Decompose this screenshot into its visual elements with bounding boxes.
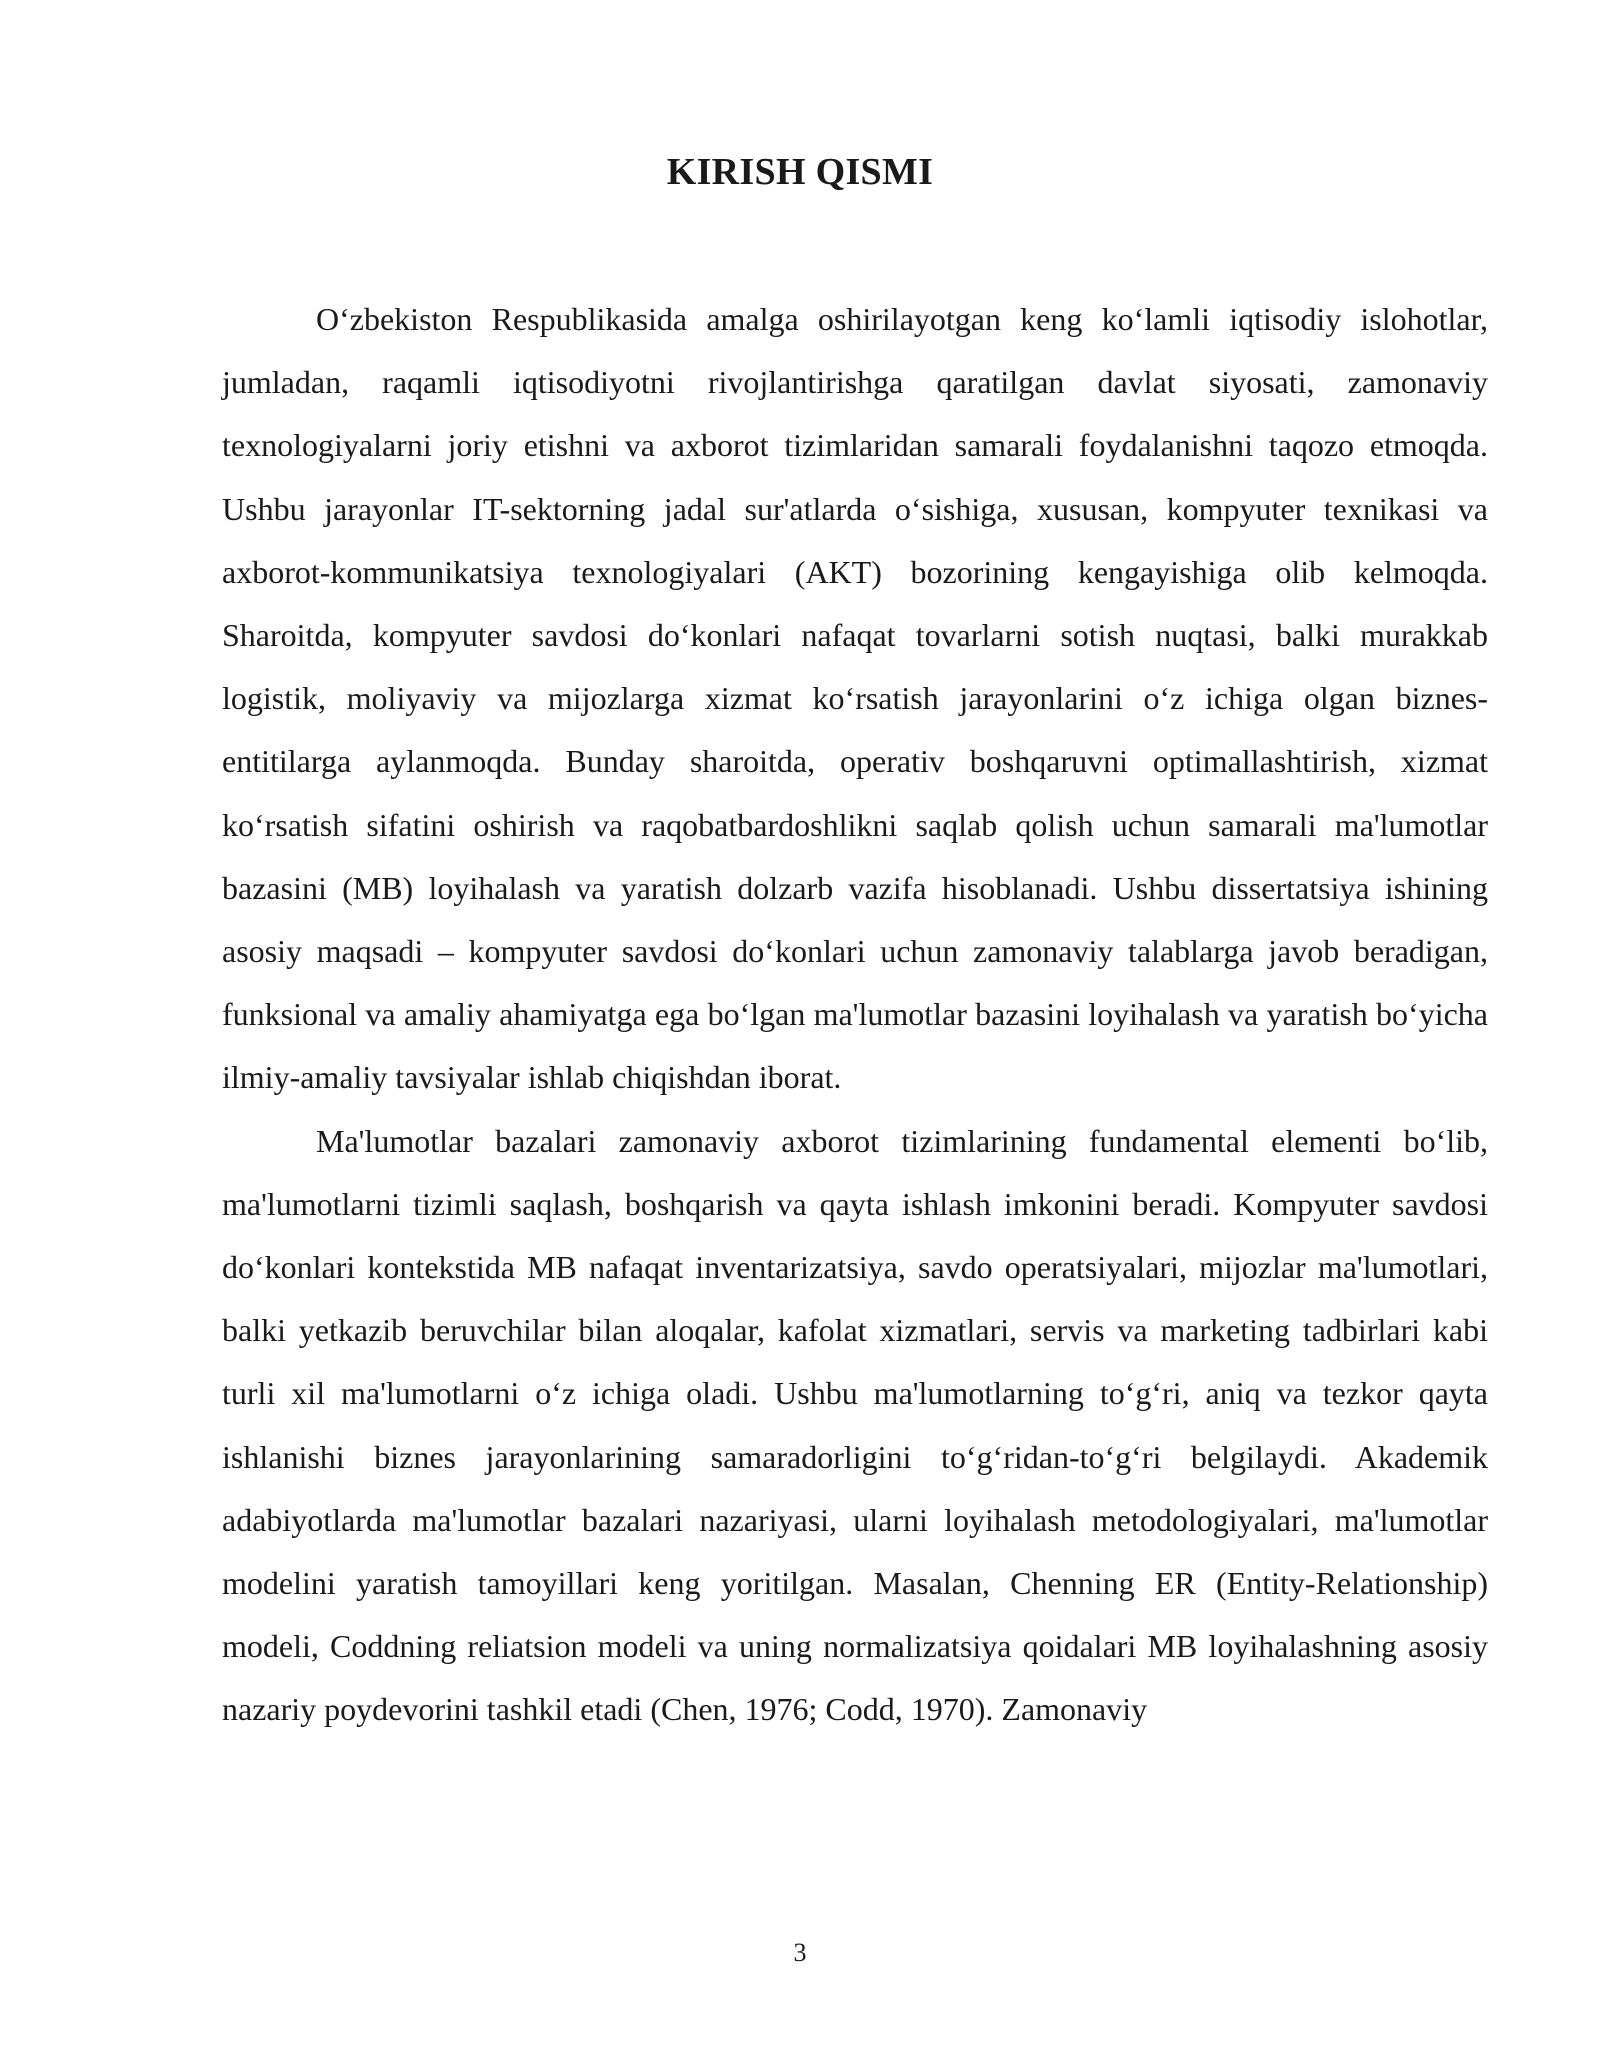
page-number: 3 [793,1938,807,1967]
paragraph-2: Ma'lumotlar bazalari zamonaviy axborot tizimlarining fundamental elementi bo‘lib, ma'lumotlarni tizimli saqlash, boshqarish va qayta ishlash imkonini beradi. Kompyuter savdosi do‘konlari kontekstida MB nafaqat inventarizatsiya, savdo operatsiyalari, mijozlar ma'lumotlari, balki yetkazib beruvchilar bilan aloqalar, kafolat xizmatlari, servis va marketing tadbirlari kabi turli xil ma'lumotlarni o‘z ichiga oladi. Ushbu ma'lumotlarning to‘g‘ri, aniq va tezkor qayta ishlanishi biznes jarayonlarining samaradorligini to‘g‘ridan-to‘g‘ri belgilaydi. Akademik adabiyotlarda ma'lumotlar bazalari nazariyasi, ularni loyihalash metodologiyalari, ma'lumotlar modelini yaratish tamoyillari keng yoritilgan. Masalan, Chenning ER (Entity-Relationship) modeli, Coddning reliatsion modeli va uning normalizatsiya qoidalari MB loyihalashning asosiy nazariy poydevorini tashkil etadi (Chen, 1976; Codd, 1970). Zamonaviy [222,1122,1488,1728]
section-heading: KIRISH QISMI [666,151,934,193]
body-text [222,288,1488,1742]
paragraph-1: O‘zbekiston Respublikasida amalga oshirilayotgan keng ko‘lamli iqtisodiy islohotlar, jumladan, raqamli iqtisodiyotni rivojlantirishga qaratilgan davlat siyosati, zamonaviy texnologiyalarni joriy etishni va axborot tizimlaridan samarali foydalanishni taqozo etmoqda. Ushbu jarayonlar IT-sektorning jadal sur'atlarda o‘sishiga, xususan, kompyuter texnikasi va axborot-kommunikatsiya texnologiyalari (AKT) bozorining kengayishiga olib kelmoqda. Sharoitda, kompyuter savdosi do‘konlari nafaqat tovarlarni sotish nuqtasi, balki murakkab logistik, moliyaviy va mijozlarga xizmat ko‘rsatish jarayonlarini o‘z ichiga olgan biznes-entitilarga aylanmoqda. Bunday sharoitda, operativ boshqaruvni optimallashtirish, xizmat ko‘rsatish sifatini oshirish va raqobatbardoshlikni saqlab qolish uchun samarali ma'lumotlar bazasini (MB) loyihalash va yaratish dolzarb vazifa hisoblanadi. Ushbu dissertatsiya ishining asosiy maqsadi – kompyuter savdosi do‘konlari uchun zamonaviy talablarga javob beradigan, funksional va amaliy ahamiyatga ega bo‘lgan ma'lumotlar bazasini loyihalash va yaratish bo‘yicha ilmiy-amaliy tavsiyalar ishlab chiqishdan iborat. [222,301,1488,1096]
